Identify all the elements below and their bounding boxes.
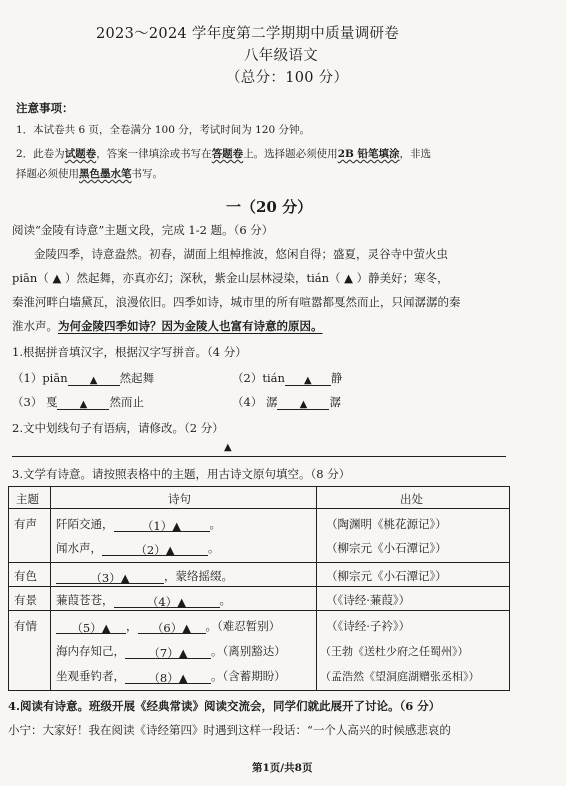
answer-blank[interactable]: ▲ [68, 372, 120, 386]
table-row-theme: 有色 [14, 569, 37, 583]
notice-item-2-cont: 择题必须使用黑色墨水笔书写。 [16, 168, 163, 180]
section-heading: 一（20 分） [226, 198, 313, 216]
table-row-source: （王勃《送杜少府之任蜀州》） [320, 645, 469, 658]
underlined-sentence: 为何金陵四季如诗？因为金陵人也富有诗意的原因。 [58, 319, 323, 333]
table-row-source: （《诗经·蒹葭》） [326, 593, 411, 607]
answer-blank[interactable]: ▲ [277, 396, 329, 410]
q1-item-b: （2）tián ▲ 静 [232, 371, 343, 386]
q1-stem: 1.根据拼音填汉字，根据汉字写拼音。（4 分） [12, 345, 247, 359]
answer-blank[interactable]: ▲ [57, 396, 109, 410]
answer-blank[interactable]: （8）▲ [125, 670, 211, 684]
table-row: 坐观垂钓者， （8）▲ 。（含蓄期盼） [56, 669, 286, 685]
grade-subject: 八年级语文 [244, 48, 318, 64]
table-header-theme: 主题 [16, 492, 39, 506]
answer-line[interactable] [12, 456, 506, 457]
passage-line-3: 秦淮河畔白墙黛瓦，浪漫依旧。四季如诗，城市里的所有喧嚣都戛然而止，只闻潺潺的秦 [12, 295, 461, 309]
table-row: 蒹葭苍苍， （4）▲ 。 [56, 593, 231, 609]
answer-blank[interactable]: （3）▲ [56, 570, 164, 584]
passage-line-1: 金陵四季，诗意盎然。初春，湖面上组棹推波，悠闲自得；盛夏，灵谷寺中萤火虫 [34, 247, 448, 261]
q2-answer-mark: ▲ [224, 442, 232, 453]
answer-blank[interactable]: ▲ [285, 372, 331, 386]
table-row-source: （孟浩然《望洞庭湖赠张丞相》） [320, 670, 480, 683]
passage-line-2: piān（ ▲ ）然起舞，亦真亦幻；深秋，紫金山层林浸染，tián（ ▲ ）静美好；寒冬， [12, 271, 449, 285]
notice-heading: 注意事项： [16, 101, 74, 115]
table-header-source: 出处 [400, 492, 423, 506]
q4-dialogue-line: 小宁：大家好！我在阅读《诗经第四》时遇到这样一段话：“一个人高兴的时候感悲哀的 [8, 723, 451, 737]
table-row-source: （陶渊明《桃花源记》） [326, 517, 447, 531]
table-row-source: （柳宗元《小石潭记》） [326, 569, 447, 583]
answer-blank[interactable]: （1）▲ [114, 518, 210, 532]
total-score: （总分：100 分） [226, 70, 349, 86]
exam-title: 2023～2024 学年度第二学期期中质量调研卷 [96, 26, 400, 42]
notice-item-1: 1．本试卷共 6 页，全卷满分 100 分，考试时间为 120 分钟。 [16, 124, 310, 136]
q2-stem: 2.文中划线句子有语病，请修改。（2 分） [12, 421, 224, 435]
answer-blank[interactable]: （2）▲ [102, 542, 208, 556]
answer-blank[interactable]: （5）▲ [56, 620, 126, 634]
q1-item-c: （3） 戛 ▲ 然而止 [12, 395, 144, 410]
q3-stem: 3.文学有诗意。请按照表格中的主题，用古诗文原句填空。（8 分） [12, 467, 351, 481]
table-row: 阡陌交通， （1）▲ 。 [56, 517, 221, 533]
table-row-source: （柳宗元《小石潭记》） [326, 541, 447, 555]
reading-intro: 阅读“金陵有诗意”主题文段，完成 1-2 题。（6 分） [12, 223, 274, 237]
table-row-theme: 有景 [14, 593, 37, 607]
table-row: （3）▲ ，蒙络摇缀。 [56, 568, 233, 584]
answer-blank[interactable]: （4）▲ [114, 594, 220, 608]
passage-line-4: 淮水声。为何金陵四季如诗？因为金陵人也富有诗意的原因。 [12, 319, 323, 333]
table-row-theme: 有情 [14, 619, 37, 633]
answer-blank[interactable]: （7）▲ [125, 645, 211, 659]
q1-item-a: （1）piān ▲ 然起舞 [12, 371, 155, 386]
table-row: （5）▲ ， （6）▲ 。（难忍暂别） [56, 618, 280, 634]
table-row: 海内存知己， （7）▲ 。（离别豁达） [56, 644, 286, 660]
q1-item-d: （4） 潺 ▲ 潺 [232, 395, 341, 410]
table-header-line: 诗句 [168, 492, 191, 506]
notice-item-2: 2．此卷为试题卷，答案一律填涂或书写在答题卷上。选择题必须使用2B 铅笔填涂，非选 [16, 148, 432, 160]
table-row-source: （《诗经·子衿》） [326, 619, 411, 633]
table-row-theme: 有声 [14, 517, 37, 531]
q4-stem: 4.阅读有诗意。班级开展《经典常读》阅读交流会，同学们就此展开了讨论。（6 分） [8, 699, 441, 713]
table-row: 闻水声， （2）▲ 。 [56, 541, 220, 557]
answer-blank[interactable]: （6）▲ [138, 620, 206, 634]
page-number: 第1页/共8页 [252, 762, 313, 774]
